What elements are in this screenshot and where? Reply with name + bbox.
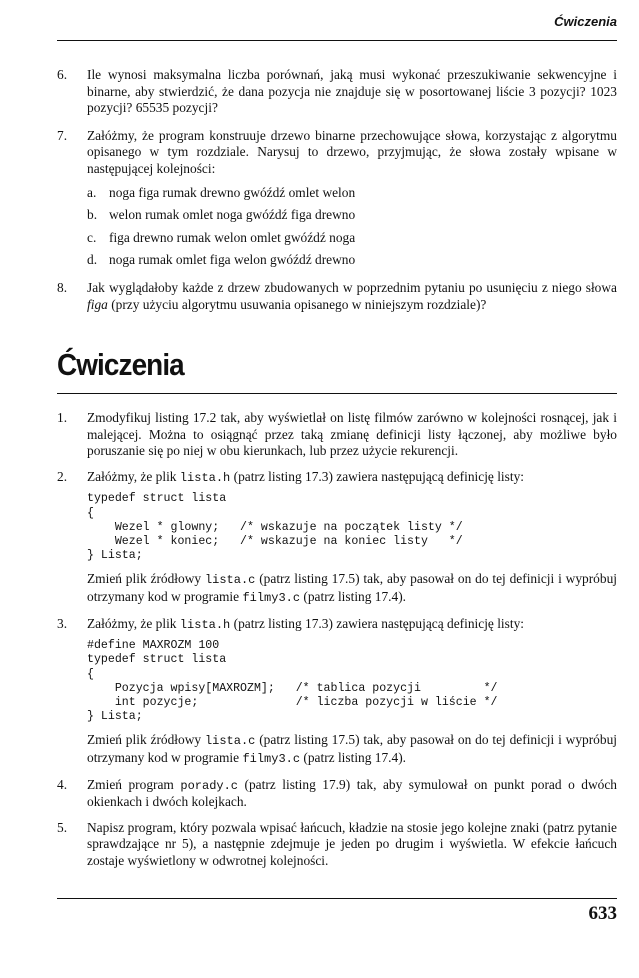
file-name: filmy3.c	[242, 751, 301, 766]
exercise-outro	[87, 571, 617, 606]
question-6	[57, 67, 617, 117]
outro-text: (patrz listing 17.5) tak, aby pasował on do tej definicji i wypróbuj otrzymany kod w programie	[87, 571, 617, 604]
exercise-3	[57, 616, 617, 768]
file-name: lista.h	[179, 617, 231, 632]
emphasized-word: figa	[87, 296, 108, 312]
page-number: 633	[588, 903, 617, 924]
exercise-text: Napisz program, który pozwala wpisać łańcuch, kładzie na stosie jego kolejne znaki (patrz pytanie sprawdzające nr 5), a następnie zdejmuje je jeden po drugim i wyświetla. W efekcie łańcuch zostaje wyświetlony w odwrotnej kolejności.	[87, 819, 617, 868]
outro-text: (patrz listing 17.4).	[300, 588, 407, 604]
word-order-b	[87, 207, 617, 224]
exercise-number: 2.	[57, 468, 68, 484]
question-text-start: Jak wyglądałoby każde z drzew zbudowanych w poprzednim pytaniu po usunięciu z niego słowa	[87, 279, 617, 295]
word-sequence: welon rumak omlet noga gwóźdź figa drewno	[109, 207, 356, 223]
exercise-intro	[87, 616, 617, 634]
question-text-end: (przy użyciu algorytmu usuwania opisanego w niniejszym rozdziale)?	[107, 296, 487, 312]
sub-letter: a.	[87, 184, 97, 200]
exercise-text: Zmodyfikuj listing 17.2 tak, aby wyświetlał on listę filmów zarówno w kolejności rosnącej, jak i malejącej. Można to osiągnąć przez taką zmianę definicji listy łączonej, aby możliwe było poruszanie się po niej w obu kierunkach, lub przez użycie rekurencji.	[87, 410, 617, 459]
question-text: Załóżmy, że program konstruuje drzewo binarne przechowujące słowa, korzystając z algorytmu opisanego w tym rozdziale. Narysuj to drzewo, przyjmując, że słowa zostały wpisane w następującej kolejności:	[87, 127, 617, 176]
sub-letter: b.	[87, 207, 98, 223]
file-name: lista.h	[179, 470, 231, 485]
review-questions-list	[57, 67, 617, 324]
top-rule	[57, 40, 617, 41]
exercise-intro	[87, 469, 617, 487]
exercise-4	[57, 777, 617, 811]
word-sequence: noga rumak omlet figa welon gwóźdź drewno	[109, 252, 356, 268]
footer-rule	[57, 898, 617, 899]
word-sequence: figa drewno rumak welon omlet gwóźdź noga	[109, 229, 356, 245]
code-listing: typedef struct lista { Wezel * glowny; /* wskazuje na początek listy */ Wezel * koniec; /* wskazuje na koniec listy */ } Lista;	[87, 492, 463, 563]
intro-text: Załóżmy, że plik	[87, 615, 180, 631]
exercise-text: Zmień program	[87, 776, 181, 792]
exercise-number: 3.	[57, 615, 68, 631]
outro-text: Zmień plik źródłowy	[87, 732, 205, 748]
section-heading: Ćwiczenia	[57, 347, 184, 382]
intro-text: Załóżmy, że plik	[87, 468, 180, 484]
sub-letter: d.	[87, 252, 98, 268]
word-order-list	[87, 185, 617, 269]
intro-text: (patrz listing 17.3) zawiera następującą definicję listy:	[230, 615, 525, 631]
exercise-number: 4.	[57, 776, 68, 792]
file-name: filmy3.c	[242, 590, 301, 605]
exercise-1	[57, 410, 617, 460]
exercise-number: 1.	[57, 410, 68, 425]
question-number: 6.	[57, 67, 68, 82]
code-listing: #define MAXROZM 100 typedef struct lista { Pozycja wpisy[MAXROZM]; /* tablica pozycji */ int pozycje; /* liczba pozycji w liście */ } Lista;	[87, 639, 498, 724]
outro-text: (patrz listing 17.4).	[300, 749, 407, 765]
question-number: 7.	[57, 127, 68, 143]
heading-rule	[57, 393, 617, 394]
exercise-text: (patrz listing 17.9) tak, aby symulował on punkt porad o dwóch okienkach i dwóch kolejkach.	[87, 776, 618, 810]
word-order-c	[87, 230, 617, 247]
question-number: 8.	[57, 279, 68, 295]
file-name: lista.c	[204, 734, 256, 749]
question-7	[57, 128, 617, 269]
running-head: Ćwiczenia	[554, 14, 617, 29]
exercise-outro	[87, 732, 617, 767]
sub-letter: c.	[87, 229, 97, 245]
word-order-d	[87, 252, 617, 269]
question-8	[57, 280, 617, 313]
word-order-a	[87, 185, 617, 202]
intro-text: (patrz listing 17.3) zawiera następującą definicję listy:	[230, 468, 525, 484]
word-sequence: noga figa rumak drewno gwóźdź omlet welon	[109, 184, 356, 200]
file-name: porady.c	[180, 778, 238, 793]
exercises-list	[57, 410, 617, 879]
file-name: lista.c	[204, 573, 256, 588]
exercise-5	[57, 820, 617, 870]
outro-text: (patrz listing 17.5) tak, aby pasował on do tej definicji i wypróbuj otrzymany kod w programie	[87, 732, 617, 765]
exercise-number: 5.	[57, 819, 68, 835]
question-text: Ile wynosi maksymalna liczba porównań, jaką musi wykonać przeszukiwanie sekwencyjne i binarne, aby stwierdzić, że dana pozycja nie znajduje się w posortowanej liście 3 pozycji? 1023 pozycji? 65535 pozycji?	[87, 67, 617, 116]
outro-text: Zmień plik źródłowy	[87, 571, 205, 587]
exercise-2	[57, 469, 617, 607]
